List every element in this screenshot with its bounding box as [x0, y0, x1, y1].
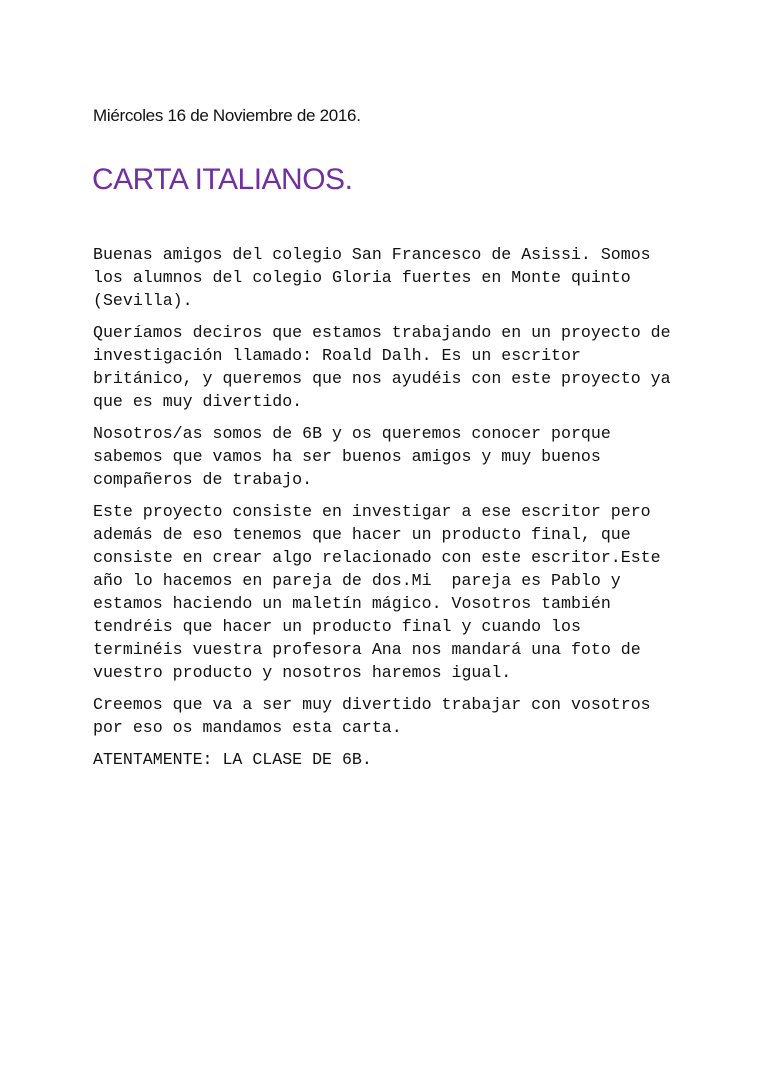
text-line: compañeros de trabajo. [93, 470, 313, 489]
text-line: estamos haciendo un maletín mágico. Vosotros también [93, 594, 611, 613]
text-line: sabemos que vamos ha ser buenos amigos y muy buenos [93, 447, 601, 466]
text-line: año lo hacemos en pareja de dos.Mi pareja es Pablo y [93, 571, 621, 590]
text-line: Este proyecto consiste en investigar a ese escritor pero [93, 502, 651, 521]
text-line: investigación llamado: Roald Dalh. Es un escritor [93, 346, 581, 365]
letter-paragraph [93, 321, 671, 413]
letter-body [93, 243, 671, 780]
letter-paragraph [93, 693, 671, 739]
text-line: Nosotros/as somos de 6B y os queremos conocer porque [93, 424, 611, 443]
text-line: por eso os mandamos esta carta. [93, 718, 402, 737]
text-line: Buenas amigos del colegio San Francesco de Asissi. Somos [93, 245, 651, 264]
letter-title: CARTA ITALIANOS. [92, 163, 353, 196]
text-line: terminéis vuestra profesora Ana nos mandará una foto de [93, 640, 641, 659]
letter-signature [93, 748, 671, 771]
text-line: que es muy divertido. [93, 392, 303, 411]
text-line: tendréis que hacer un producto final y cuando los [93, 617, 581, 636]
text-line: ATENTAMENTE: LA CLASE DE 6B. [93, 750, 372, 769]
letter-paragraph [93, 500, 671, 684]
text-line: (Sevilla). [93, 291, 193, 310]
letter-paragraph [93, 422, 671, 491]
text-line: británico, y queremos que nos ayudéis con este proyecto ya [93, 369, 671, 388]
letter-date: Miércoles 16 de Noviembre de 2016. [93, 106, 361, 125]
text-line: Queríamos deciros que estamos trabajando en un proyecto de [93, 323, 671, 342]
text-line: consiste en crear algo relacionado con este escritor.Este [93, 548, 661, 567]
text-line: además de eso tenemos que hacer un producto final, que [93, 525, 631, 544]
letter-paragraph [93, 243, 671, 312]
text-line: los alumnos del colegio Gloria fuertes en Monte quinto [93, 268, 631, 287]
text-line: Creemos que va a ser muy divertido trabajar con vosotros [93, 695, 651, 714]
text-line: vuestro producto y nosotros haremos igual. [93, 663, 512, 682]
